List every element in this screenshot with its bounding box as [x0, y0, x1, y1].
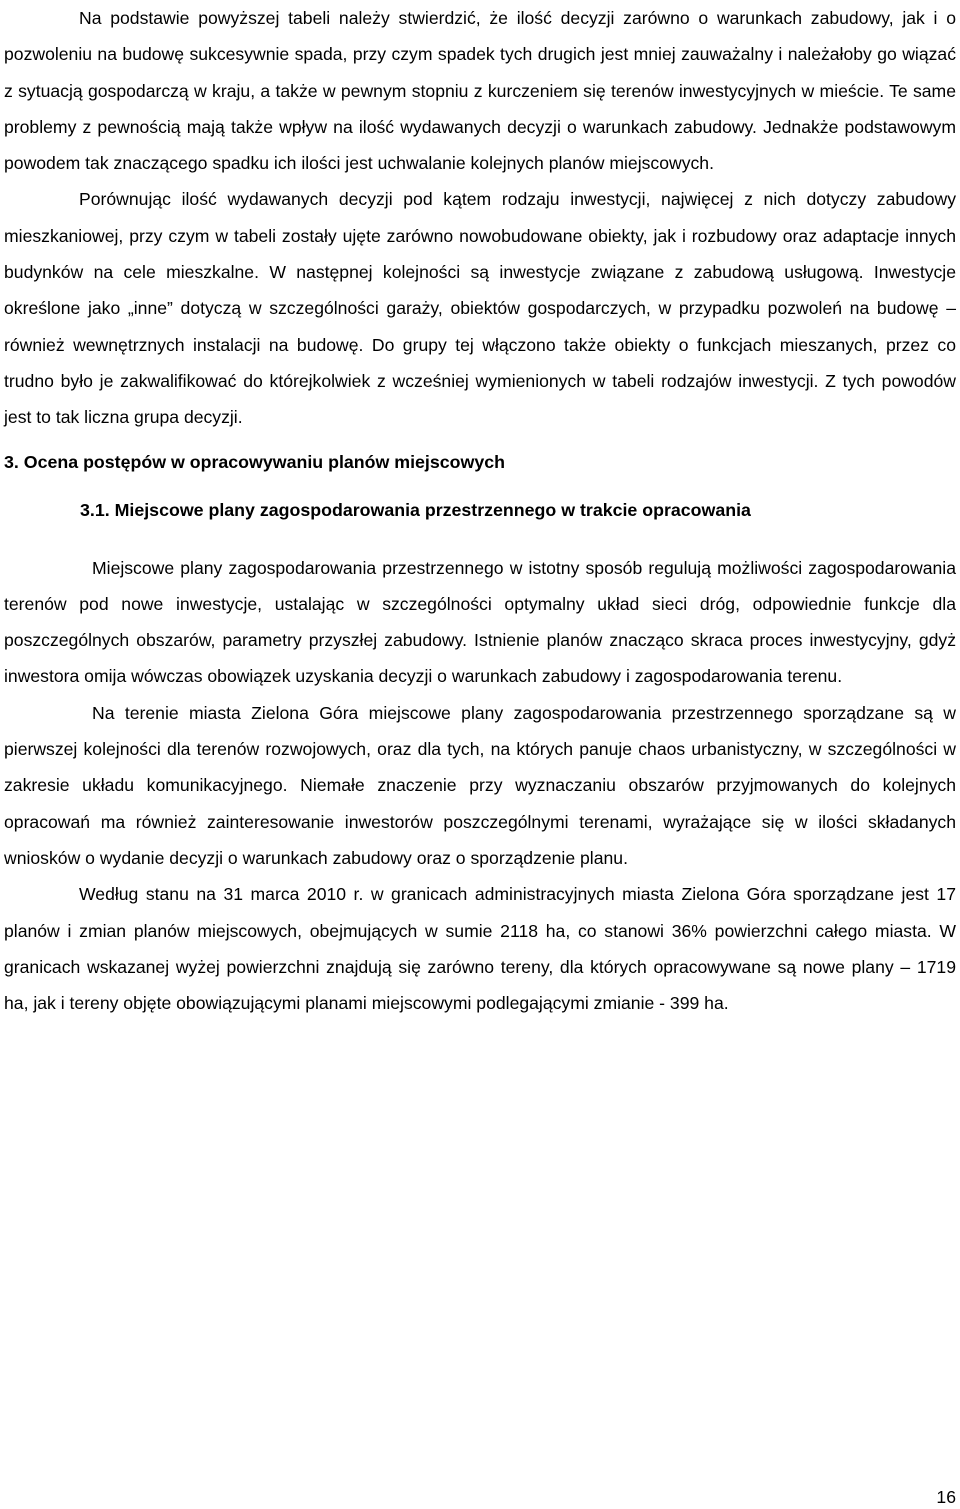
paragraph-investment-types: Porównując ilość wydawanych decyzji pod kątem rodzaju inwestycji, najwięcej z nich dotyczy zabudowy mieszkaniowej, przy czym w tabeli zostały ujęte zarówno nowobudowane obiekty, jak i rozbudowy oraz adaptacje innych budynków na cele mieszkalne. W następnej kolejności są inwestycje związane z zabudową usługową. Inwestycje określone jako „inne” dotyczą w szczególności garaży, obiektów gospodarczych, w przypadku pozwoleń na budowę – również wewnętrznych instalacji na budowę. Do grupy tej włączono także obiekty o funkcjach mieszanych, przez co trudno było je zakwalifikować do którejkolwiek z wcześniej wymienionych w tabeli rodzajów inwestycji. Z tych powodów jest to tak liczna grupa decyzji. — [4, 189, 956, 428]
subsection-heading: 3.1. Miejscowe plany zagospodarowania przestrzennego w trakcie opracowania — [80, 499, 751, 520]
paragraph-plan-status: Według stanu na 31 marca 2010 r. w granicach administracyjnych miasta Zielona Góra sporządzane jest 17 planów i zmian planów miejscowych, obejmujących w sumie 2118 ha, co stanowi 36% powierzchni całego miasta. W granicach wskazanej wyżej powierzchni znajdują się zarówno tereny, dla których opracowywane są nowe plany – 1719 ha, jak i tereny objęte obowiązującymi planami miejscowymi podlegającymi zmianie - 399 ha. — [4, 884, 956, 1014]
paragraph-local-plans-role: Miejscowe plany zagospodarowania przestrzennego w istotny sposób regulują możliwości zagospodarowania terenów pod nowe inwestycje, ustalając w szczególności optymalny układ sieci dróg, odpowiednie funkcje dla poszczególnych obszarów, parametry przyszłej zabudowy. Istnienie planów znacząco skraca proces inwestycyjny, gdyż inwestora omija wówczas obowiązek uzyskania decyzji o warunkach zabudowy i zagospodarowania terenu. — [4, 557, 956, 687]
document-page — [4, 0, 956, 1021]
page-number: 16 — [936, 1487, 956, 1507]
paragraph-table-conclusion: Na podstawie powyższej tabeli należy stwierdzić, że ilość decyzji zarówno o warunkach zabudowy, jak i o pozwoleniu na budowę sukcesywnie spada, przy czym spadek tych drugich jest mniej zauważalny i należałoby go wiązać z sytuacją gospodarczą w kraju, a także w pewnym stopniu z kurczeniem się terenów inwestycyjnych w mieście. Te same problemy z pewnością mają także wpływ na ilość wydawanych decyzji o warunkach zabudowy. Jednakże podstawowym powodem tak znaczącego spadku ich ilości jest uchwalanie kolejnych planów miejscowych. — [4, 8, 956, 174]
section-heading: 3. Ocena postępów w opracowywaniu planów miejscowych — [4, 451, 505, 472]
paragraph-zielona-gora-plans: Na terenie miasta Zielona Góra miejscowe plany zagospodarowania przestrzennego sporządzane są w pierwszej kolejności dla terenów rozwojowych, oraz dla tych, na których panuje chaos urbanistyczny, w szczególności w zakresie układu komunikacyjnego. Niemałe znaczenie przy wyznaczaniu obszarów przyjmowanych do kolejnych opracowań ma również zainteresowanie inwestorów poszczególnymi terenami, wyrażające się w ilości składanych wniosków o wydanie decyzji o warunkach zabudowy oraz o sporządzenie planu. — [4, 702, 956, 868]
